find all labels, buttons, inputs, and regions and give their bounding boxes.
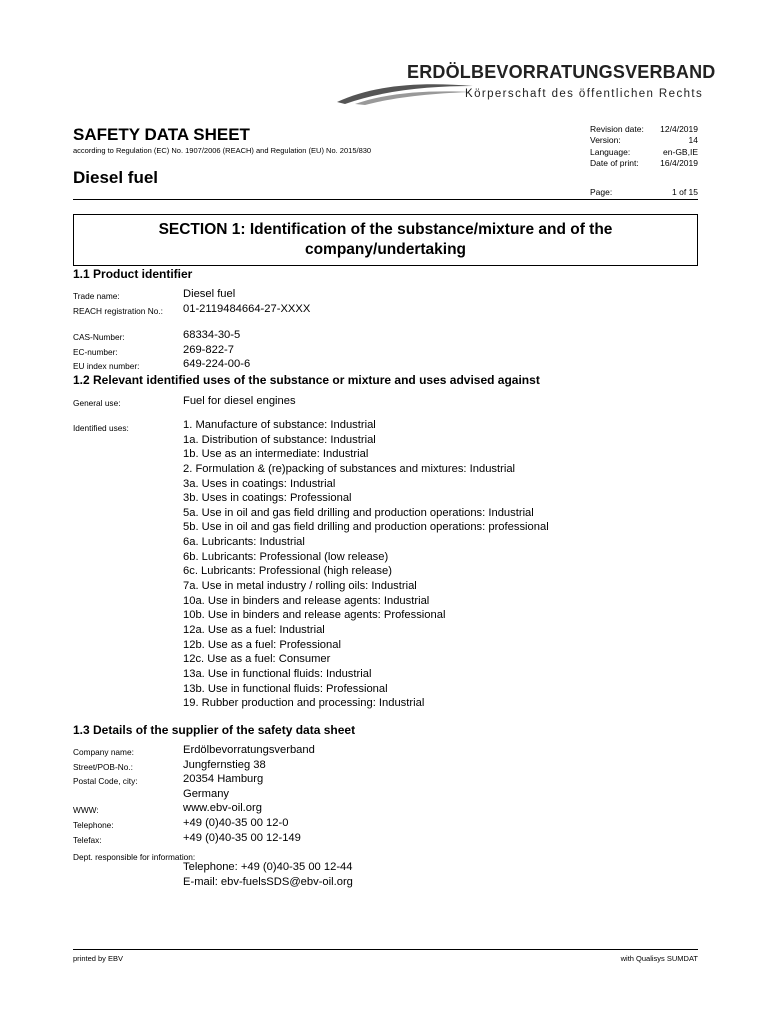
list-item: 12b. Use as a fuel: Professional — [183, 638, 341, 651]
general-use-value: Fuel for diesel engines — [183, 395, 296, 407]
meta-value: en-GB,IE — [663, 146, 698, 157]
dept-email-link[interactable]: E-mail: ebv-fuelsSDS@ebv-oil.org — [183, 876, 353, 888]
eu-index-label: EU index number: — [73, 361, 140, 371]
meta-version — [590, 135, 698, 146]
postal-city-label: Postal Code, city: — [73, 776, 138, 786]
website-link[interactable]: www.ebv-oil.org — [183, 802, 262, 814]
section-1-title — [74, 215, 697, 260]
regulation-text: according to Regulation (EC) No. 1907/2006 (REACH) and Regulation (EU) No. 2015/830 — [73, 146, 372, 155]
list-item: 13b. Use in functional fluids: Professional — [183, 682, 388, 695]
ec-value: 269-822-7 — [183, 344, 235, 356]
product-name: Diesel fuel — [73, 168, 159, 187]
street-label: Street/POB-No.: — [73, 762, 133, 772]
list-item: 6b. Lubricants: Professional (low release) — [183, 550, 389, 563]
ec-label: EC-number: — [73, 347, 118, 357]
telefax-value: +49 (0)40-35 00 12-149 — [183, 832, 301, 844]
list-item: 7a. Use in metal industry / rolling oils: Industrial — [183, 580, 417, 593]
heading-1-1: 1.1 Product identifier — [73, 267, 193, 281]
list-item: 3a. Uses in coatings: Industrial — [183, 477, 336, 490]
list-item: 3b. Uses in coatings: Professional — [183, 492, 352, 505]
document-meta — [590, 124, 698, 170]
list-item: 13a. Use in functional fluids: Industrial — [183, 667, 372, 680]
list-item: 10b. Use in binders and release agents: Professional — [183, 609, 446, 622]
list-item: 1. Manufacture of substance: Industrial — [183, 419, 376, 431]
list-item: 12a. Use as a fuel: Industrial — [183, 623, 325, 636]
footer-divider — [73, 949, 698, 950]
reach-value: 01-2119484664-27-XXXX — [183, 303, 311, 315]
company-name-label: Company name: — [73, 747, 134, 757]
list-item: 6c. Lubricants: Professional (high release) — [183, 565, 392, 578]
list-item: 1a. Distribution of substance: Industrial — [183, 433, 376, 446]
reach-label: REACH registration No.: — [73, 306, 163, 316]
meta-revision-date — [590, 124, 698, 135]
logo-name: ERDÖLBEVORRATUNGSVERBAND — [407, 62, 716, 82]
street-value: Jungfernstieg 38 — [183, 759, 266, 771]
meta-label: Date of print: — [590, 158, 639, 169]
telephone-value: +49 (0)40-35 00 12-0 — [183, 817, 289, 829]
cas-label: CAS-Number: — [73, 332, 125, 342]
eu-index-value: 649-224-00-6 — [183, 358, 251, 370]
country-value: Germany — [183, 788, 230, 800]
meta-label: Version: — [590, 135, 621, 146]
list-item: 5a. Use in oil and gas field drilling and production operations: Industrial — [183, 506, 534, 519]
postal-city-value: 20354 Hamburg — [183, 773, 264, 785]
meta-value: 12/4/2019 — [660, 124, 698, 134]
page-indicator — [590, 187, 698, 197]
list-item: 19. Rubber production and processing: Industrial — [183, 697, 425, 710]
page-label: Page: — [590, 187, 613, 197]
dept-responsible-label: Dept. responsible for information: — [73, 852, 196, 862]
list-item: 2. Formulation & (re)packing of substances and mixtures: Industrial — [183, 462, 516, 475]
heading-1-3: 1.3 Details of the supplier of the safety data sheet — [73, 723, 356, 737]
meta-label: Language: — [590, 146, 631, 157]
logo-subtitle: Körperschaft des öffentlichen Rechts — [465, 88, 704, 100]
cas-value: 68334-30-5 — [183, 329, 241, 341]
dept-telephone-value: Telephone: +49 (0)40-35 00 12-44 — [183, 861, 353, 873]
list-item: 6a. Lubricants: Industrial — [183, 536, 305, 549]
list-item: 12c. Use as a fuel: Consumer — [183, 653, 331, 666]
general-use-label: General use: — [73, 398, 121, 408]
footer-software: with Qualisys SUMDAT — [620, 954, 698, 963]
header-divider — [73, 199, 698, 200]
heading-1-2: 1.2 Relevant identified uses of the substance or mixture and uses advised against — [73, 373, 540, 387]
logo-swoosh-icon — [335, 80, 475, 106]
list-item: 10a. Use in binders and release agents: Industrial — [183, 594, 430, 607]
identified-uses-label: Identified uses: — [73, 423, 129, 433]
meta-language — [590, 147, 698, 158]
www-label: WWW: — [73, 805, 99, 815]
section-title-line-2: company/undertaking — [304, 241, 467, 258]
meta-value: 16/4/2019 — [660, 158, 698, 169]
meta-value: 14 — [688, 135, 698, 146]
section-title-line-1: SECTION 1: Identification of the substance/mixture and of the — [158, 221, 613, 238]
document-title: SAFETY DATA SHEET — [73, 125, 250, 144]
list-item: 1b. Use as an intermediate: Industrial — [183, 448, 369, 461]
section-1-heading-box — [73, 214, 698, 266]
telefax-label: Telefax: — [73, 835, 102, 845]
trade-name-value: Diesel fuel — [183, 288, 236, 300]
meta-date-of-print — [590, 158, 698, 169]
list-item: 5b. Use in oil and gas field drilling and production operations: professional — [183, 521, 549, 534]
footer-printed-by: printed by EBV — [73, 954, 124, 963]
company-name-value: Erdölbevorratungsverband — [183, 744, 315, 756]
page-value: 1 of 15 — [672, 187, 698, 197]
meta-label: Revision date: — [590, 124, 644, 134]
trade-name-label: Trade name: — [73, 291, 120, 301]
telephone-label: Telephone: — [73, 820, 114, 830]
identified-uses-list — [183, 418, 549, 711]
